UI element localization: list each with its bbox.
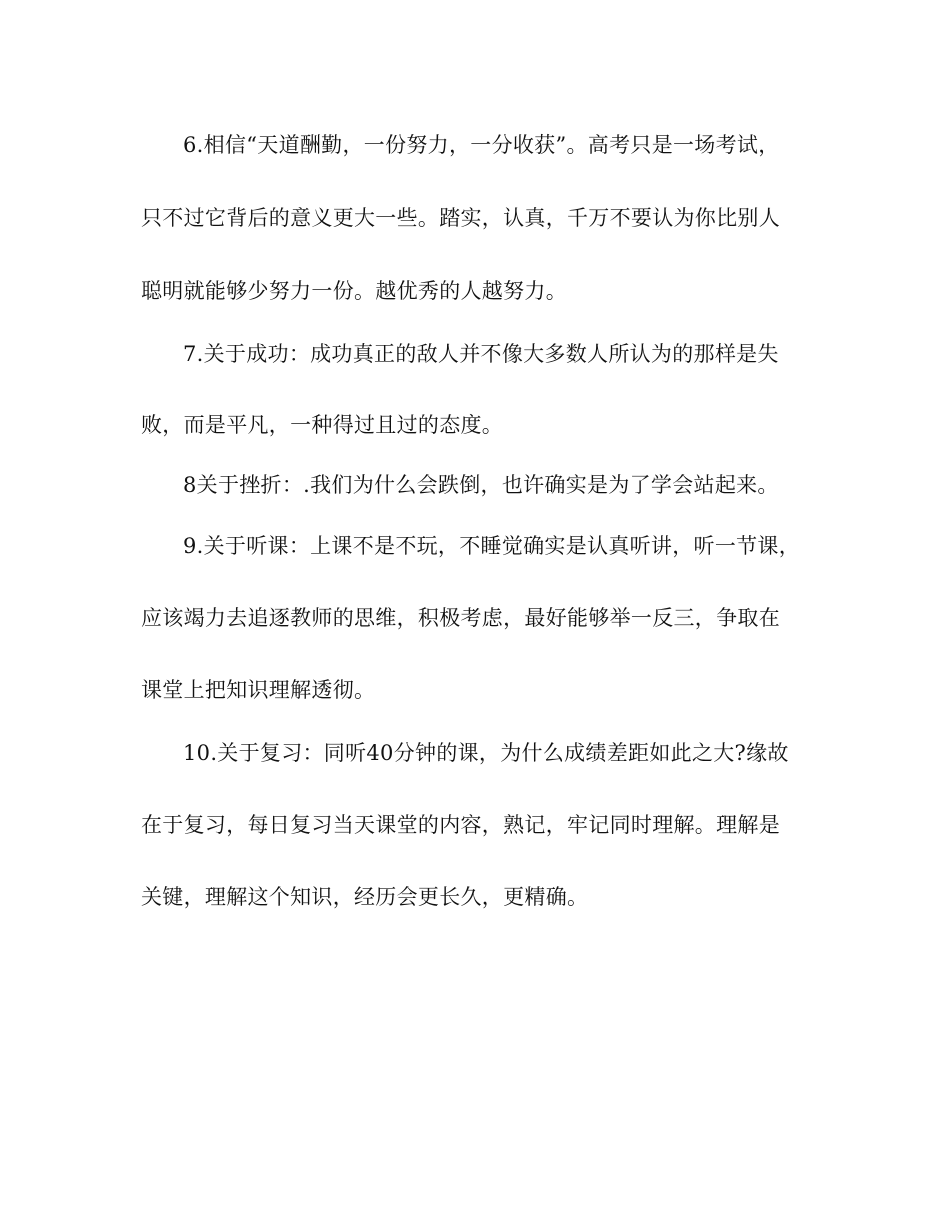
paragraph-7-line-1: 7.关于成功：成功真正的敌人并不像大多数人所认为的那样是失	[183, 342, 779, 366]
paragraph-9-line-2: 应该竭力去追逐教师的思维，积极考虑，最好能够举一反三，争取在	[141, 606, 780, 630]
paragraph-10-line-2: 在于复习，每日复习当天课堂的内容，熟记，牢记同时理解。理解是	[141, 813, 780, 837]
paragraph-10-line-3: 关键，理解这个知识，经历会更长久，更精确。	[141, 885, 589, 909]
paragraph-6-line-2: 只不过它背后的意义更大一些。踏实，认真，千万不要认为你比别人	[141, 206, 780, 230]
paragraph-9-line-1: 9.关于听课：上课不是不玩，不睡觉确实是认真听讲，听一节课，	[183, 534, 801, 558]
paragraph-9-line-3: 课堂上把知识理解透彻。	[141, 678, 376, 702]
paragraph-7-line-2: 败，而是平凡，一种得过且过的态度。	[141, 413, 504, 437]
paragraph-10-line-1: 10.关于复习：同听40分钟的课，为什么成绩差距如此之大?缘故	[183, 741, 789, 765]
paragraph-6-line-1: 6.相信“天道酬勤，一份努力，一分收获”。高考只是一场考试，	[183, 133, 780, 157]
paragraph-8-line-1: 8关于挫折：.我们为什么会跌倒，也许确实是为了学会站起来。	[183, 473, 779, 497]
paragraph-6-line-3: 聪明就能够少努力一份。越优秀的人越努力。	[141, 279, 567, 303]
